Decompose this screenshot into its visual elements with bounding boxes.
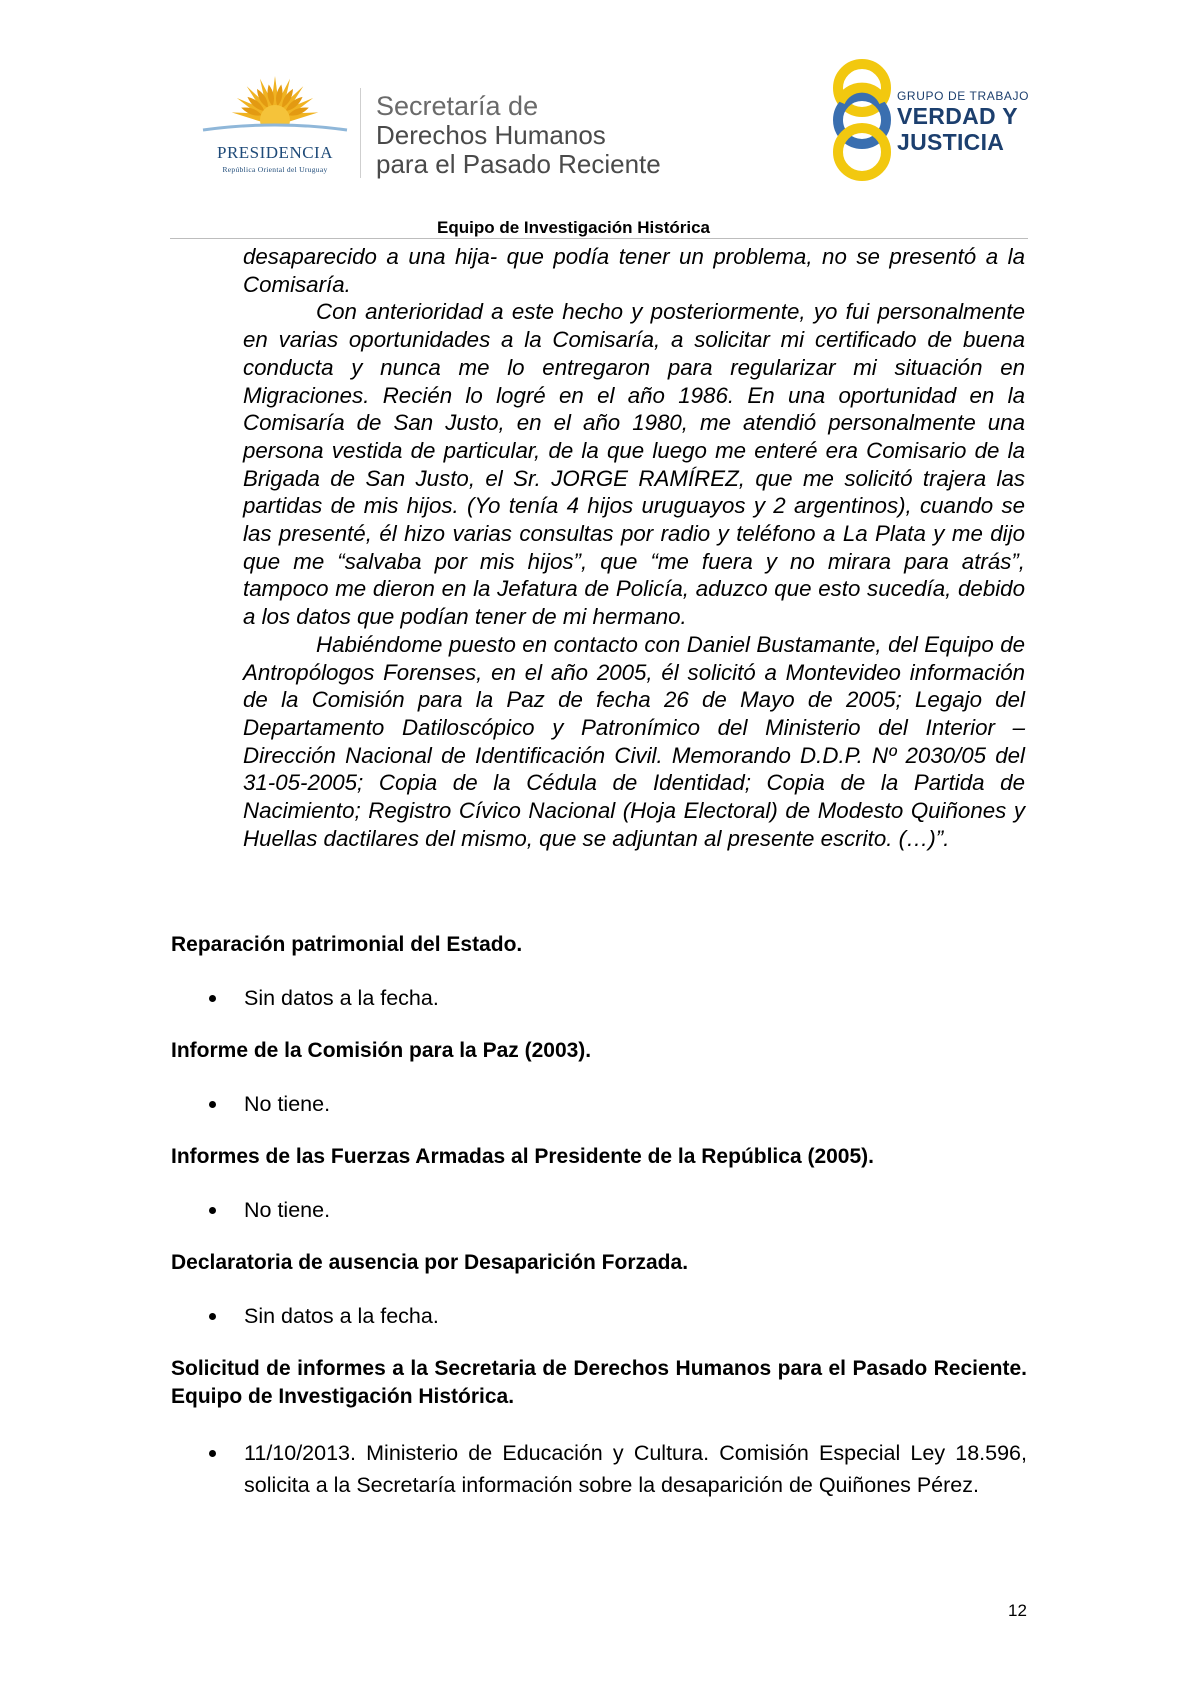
bullet-icon: [209, 995, 216, 1002]
quote-paragraph-2: Con anterioridad a este hecho y posteriormente, yo fui personalmente en varias oportunidades a la Comisaría, a solicitar mi certificado de buena conducta y nunca me lo entregaron para regularizar mi situación en Migraciones. Recién lo logré en el año 1986. En una oportunidad en la Comisaría de San Justo, en el año 1980, me atendió personalmente una persona vestida de particular, de la que luego me enteré era Comisario de la Brigada de San Justo, el Sr. JORGE RAMÍREZ, que me solicitó trajera las partidas de mis hijos. (Yo tenía 4 hijos uruguayos y 2 argentinos), cuando se las presenté, él hizo varias consultas por radio y teléfono a La Plata y me dijo que me “salvaba por mis hijos”, que “me fuera y no mirara para atrás”, tampoco me dieron en la Jefatura de Policía, aduzco que esto sucedía, debido a los datos que podían tener de mi hermano.: [243, 299, 1025, 630]
presidencia-subtitle: República Oriental del Uruguay: [222, 165, 328, 174]
presidencia-name: PRESIDENCIA: [216, 143, 333, 162]
list-item-text: No tiene.: [244, 1092, 331, 1116]
section-heading-fuerzas-armadas: Informes de las Fuerzas Armadas al Presidente de la República (2005).: [171, 1145, 874, 1168]
secretaria-logo-text: [376, 92, 661, 179]
sun-emblem-icon: [195, 75, 355, 145]
presidencia-logo: [195, 75, 355, 185]
list-item-text: No tiene.: [244, 1198, 331, 1222]
page-number: 12: [1008, 1601, 1027, 1620]
gtvj-line-2: VERDAD Y: [897, 103, 1018, 129]
section-heading-solicitud: Solicitud de informes a la Secretaria de Derechos Humanos para el Pasado Reciente. Equipo de Investigación Histórica.: [171, 1357, 1027, 1408]
secretaria-line-2: Derechos Humanos: [376, 120, 606, 150]
bullet-icon: [209, 1450, 216, 1457]
header-divider: [360, 88, 361, 178]
list-item-text: Sin datos a la fecha.: [244, 986, 439, 1010]
section-heading-comision-paz: Informe de la Comisión para la Paz (2003).: [171, 1039, 592, 1062]
header-rule: [170, 238, 1028, 239]
bullet-icon: [209, 1313, 216, 1320]
section-heading-reparacion: Reparación patrimonial del Estado.: [171, 933, 523, 956]
quote-paragraph-3: Habiéndome puesto en contacto con Daniel Bustamante, del Equipo de Antropólogos Forenses, en el año 2005, él solicitó a Montevideo información de la Comisión para la Paz de fecha 26 de Mayo de 2005; Legajo del Departamento Datiloscópico y Patronímico del Ministerio del Interior –Dirección Nacional de Identificación Civil. Memorando D.D.P. Nº 2030/05 del 31-05-2005; Copia de la Cédula de Identidad; Copia de la Partida de Nacimiento; Registro Cívico Nacional (Hoja Electoral) de Modesto Quiñones y Huellas dactilares del mismo, que se adjuntan al presente escrito. (…)”.: [243, 631, 1025, 851]
list-item-text: 11/10/2013. Ministerio de Educación y Cultura. Comisión Especial Ley 18.596, solicita a la Secretaría información sobre la desaparición de Quiñones Pérez.: [244, 1441, 1027, 1497]
bullet-icon: [209, 1207, 216, 1214]
secretaria-line-1: Secretaría de: [376, 91, 539, 121]
team-title: Equipo de Investigación Histórica: [437, 218, 710, 237]
bullet-icon: [209, 1101, 216, 1108]
grupo-trabajo-text: [897, 89, 1029, 155]
quote-paragraph-1: desaparecido a una hija- que podía tener un problema, no se presentó a la Comisaría.: [243, 244, 1025, 297]
section-heading-declaratoria: Declaratoria de ausencia por Desaparición Forzada.: [171, 1251, 689, 1274]
list-item-text: Sin datos a la fecha.: [244, 1304, 439, 1328]
secretaria-line-3: para el Pasado Reciente: [376, 149, 661, 179]
gtvj-line-1: GRUPO DE TRABAJO: [897, 89, 1030, 103]
testimony-quote: [243, 243, 1025, 852]
gtvj-line-3: JUSTICIA: [897, 129, 1005, 155]
